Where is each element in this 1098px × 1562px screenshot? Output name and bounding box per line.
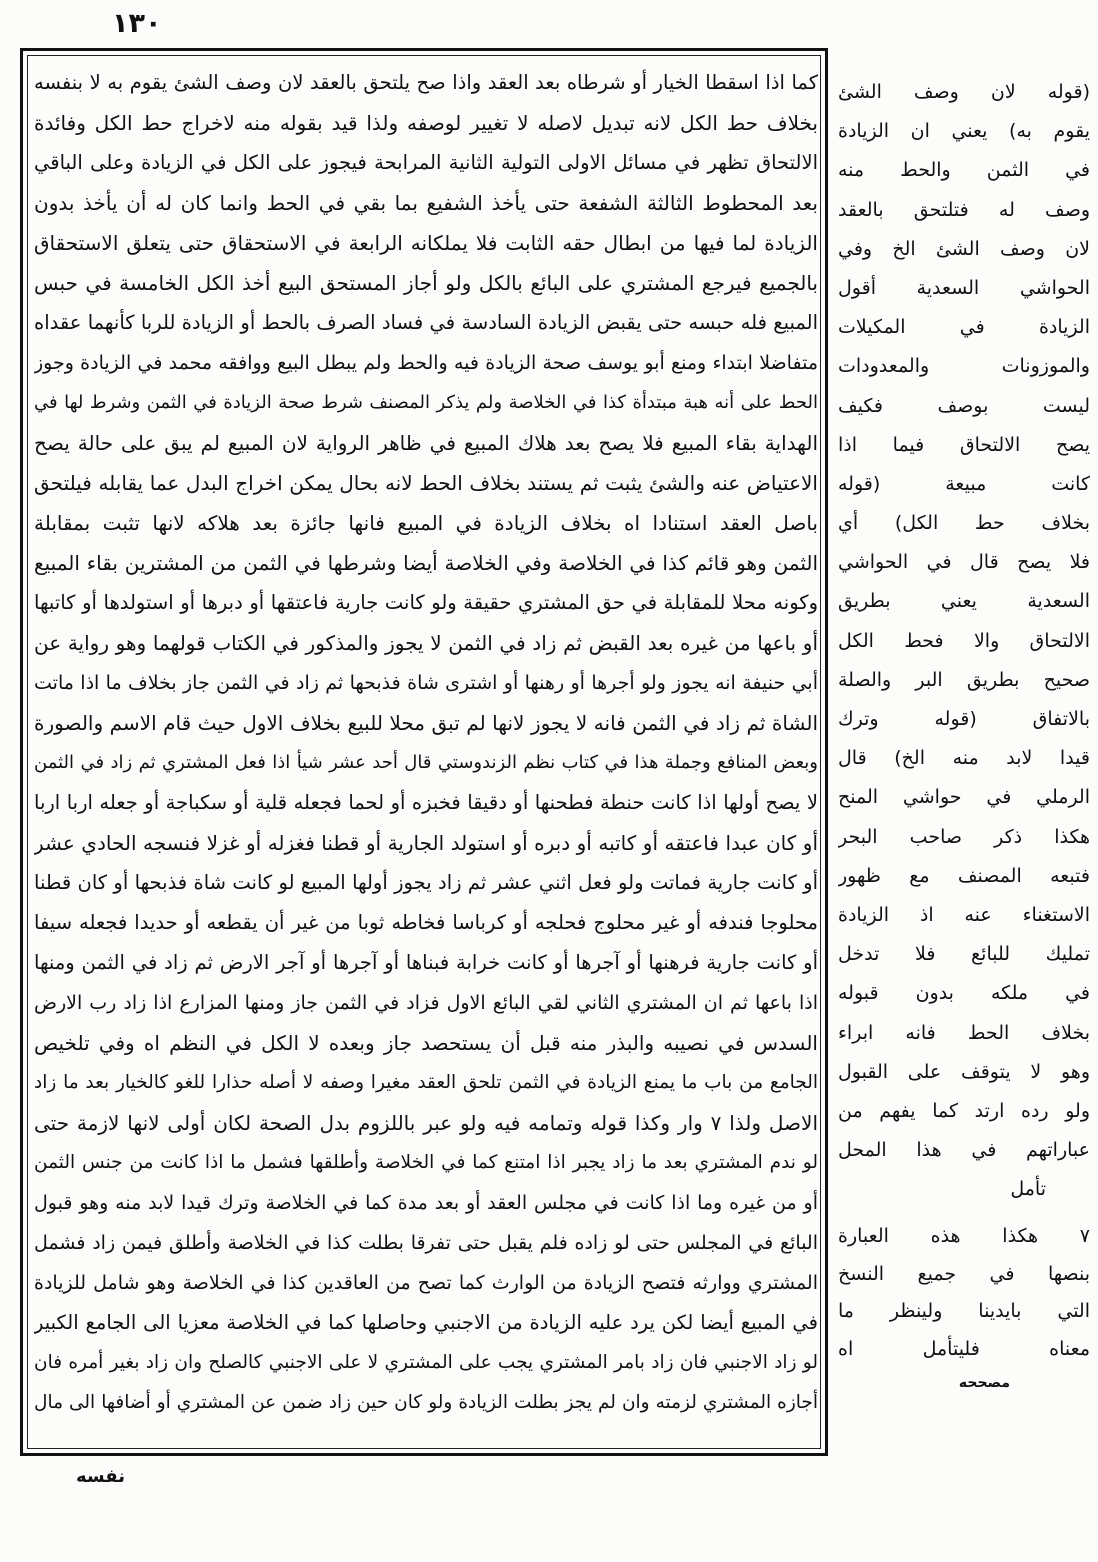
main-text-line: محلوجا فندفه أو غير محلوج فحلجه أو كرباسا فخاطه ثوبا من غير أن يقطعه أو حديدا فجعله سيفا: [34, 911, 818, 934]
main-text-line: الثمن وهو قائم كذا في الخلاصة وفي الخلاصة أيضا وشرطها في الثمن من المشترين بقاء المبيع: [34, 551, 818, 575]
main-text-line: اذا باعها ثم ان المشتري الثاني لقي البائع الاول فزاد في الثمن جاز ومنها المزارع اذا زاد رب الارض: [34, 992, 818, 1014]
main-text-line: لو ندم المشتري بعد ما زاد يجبر اذا امتنع كما في الخلاصة وأطلقها فشمل ما اذا كانت من جنس الثمن: [34, 1152, 818, 1173]
main-text-line: السدس في نصيبه والبذر منه قبل أن يستحصد جاز وبعده لا الكل في النظم اه وفي تلخيص: [34, 1031, 818, 1055]
margin-note-line: فتبعه المصنف مع ظهور: [838, 864, 1090, 887]
main-text-line: أو كان عبدا فاعتقه أو كاتبه أو دبره أو استولد الجارية أو قطنا فغزله أو غزلا فنسجه الحادي عشر: [34, 831, 818, 855]
margin-note-line: يقوم به) يعني ان الزيادة: [838, 120, 1090, 143]
main-text-line: الحط على أنه هبة مبتدأة كذا في الخلاصة ولم يذكر المصنف شرط صحة الزيادة في الثمن وشرط لها في: [34, 392, 818, 413]
margin-note-line: في الثمن والحط منه: [838, 159, 1090, 182]
margin-note-line: الرملي في حواشي المنح: [838, 786, 1090, 809]
margin-note-line: يصح الالتحاق فيما اذا: [838, 433, 1090, 456]
margin-note-line: والموزونات والمعدودات: [838, 355, 1090, 378]
main-text-line: المبيع فله حبسه حتى يقبض الزيادة السادسة في فساد الصرف بالحط أو الزيادة للربا كأنهما عقداه: [34, 311, 818, 334]
main-text-line: المشتري ووارثه فتصح الزيادة من الوارث كما تصح من العاقدين كذا في الخلاصة وهو شامل للزيادة: [34, 1272, 818, 1294]
margin-note-line: ليست بوصف فكيف: [838, 394, 1090, 417]
margin-note-line: لان وصف الشئ الخ وفي: [838, 237, 1090, 260]
main-text-line: الاعتياض عنه والشئ يثبت ثم يستند بخلاف الحط لانه بحال يمكن اخراج البدل عما يقابله فيلتحق: [34, 471, 818, 495]
main-text-line: الشاة ثم زاد في الثمن فانه لا يجوز لانها لم تبق محلا للبيع بخلاف الاول حيث قام الاسم والصورة: [34, 711, 818, 735]
main-text-line: أجازه المشتري لزمته وان لم يجز بطلت الزيادة ولو كان حين زاد ضمن عن المشتري أو أضافها الى مال: [34, 1392, 818, 1413]
main-text-line: أو من غيره وما اذا كانت في مجلس العقد أو بعد مدة كما في الخلاصة وترك قيدا لابد منه وهو قبول: [34, 1192, 818, 1214]
main-text-line: البائع في المجلس حتى لو زاده فلم يقبل حتى تفرقا بطلت كذا في الخلاصة وأطلق فيمن زاد فشمل: [34, 1232, 818, 1254]
footnote: [838, 1218, 1090, 1398]
main-text-line: الالتحاق تظهر في مسائل الاولى التولية الثانية المرابحة فيجوز على الكل في الزيادة وعلى الباقي: [34, 151, 818, 174]
main-text-line: بالجميع فيرجع المشتري على البائع بالكل ولو أجاز المستحق البيع أخذ الكل الخامسة في حبس: [34, 271, 818, 295]
margin-note-line: وصف له فتلتحق بالعقد: [838, 198, 1090, 221]
main-text-line: أو باعها من غيره بعد القبض ثم زاد في الثمن لا يجوز والمذكور في الكتاب قولهما وهو رواية عن: [34, 631, 818, 655]
margin-note-line: بخلاف الحط فانه ابراء: [838, 1021, 1090, 1044]
main-text-line: بخلاف حط الكل لانه تبديل لاصله لا تغيير لوصفه ولذا قيد بقوله منه لاخراج حط الكل وفائدة: [34, 111, 818, 135]
margin-note-line: ولو رده ارتد كما يفهم من: [838, 1099, 1090, 1122]
main-text-line: الجامع من باب ما يمنع الزيادة في الثمن تلحق العقد مغيرا وصفه لا أصله حذارا للغو كالخيار بعد ما زاد: [34, 1072, 818, 1093]
main-text-line: وبعض المنافع وجملة هذا في كتاب نظم الزندوستي قال أحد عشر شيأ اذا فعل المشتري ثم زاد في الثمن: [34, 752, 818, 773]
page-number: ١٣٠: [112, 8, 162, 39]
main-text-line: لو زاد الاجنبي فان زاد بامر المشتري يجب على المشتري لا على الاجنبي كالصلح وان زاد بغير أمره فان: [34, 1352, 818, 1373]
margin-note-line: الحواشي السعدية أقول: [838, 276, 1090, 299]
footnote-line: ٧ هكذا هذه العبارة: [838, 1225, 1090, 1248]
main-text-line: كما اذا اسقطا الخيار أو شرطاه بعد العقد واذا صح يلتحق بالعقد لان وصف الشئ يقوم به لا بنفسه: [34, 71, 818, 94]
margin-note-line: قيدا لابد منه الخ) قال: [838, 747, 1090, 770]
footnote-line: معناه فليتأمل اه: [838, 1337, 1090, 1360]
margin-note-line: في ملكه بدون قبوله: [838, 982, 1090, 1005]
main-text-line: في المبيع أيضا لكن يرد عليه الزيادة من الاجنبي وحاصلها كما في الخلاصة معزيا الى الجامع الكبير: [34, 1311, 818, 1334]
main-text-line: متفاضلا ابتداء ومنع أبو يوسف صحة الزيادة فيه والحط ولم يبطل البيع ووافقه محمد في الزيادة وجوز: [34, 352, 818, 374]
main-text-line: وكونه محلا للمقابلة في حق المشتري حقيقة ولو كانت جارية فاعتقها أو دبرها أو استولدها أو كاتبها: [34, 591, 818, 614]
main-text: [34, 63, 818, 1423]
margin-note-line: فلا يصح قال في الحواشي: [838, 551, 1090, 574]
margin-note-line: صحيح بطريق البر والصلة: [838, 668, 1090, 691]
main-text-line: أبي حنيفة انه يجوز ولو أجرها أو رهنها أو اشترى شاة فذبحها ثم زاد في الثمن جاز بخلاف ما اذا ماتت: [34, 672, 818, 694]
main-text-line: الهداية بقاء المبيع فلا يصح بعد هلاك المبيع في ظاهر الرواية لان المبيع لم يبق على حالة يصح: [34, 431, 818, 455]
margin-note-line: بالاتفاق (قوله وترك: [838, 708, 1090, 730]
main-text-line: أو كانت جارية فرهنها أو آجرها أو كانت خرابة فبناها أو آجرها أو آجر الارض ثم زاد في الثمن ومنها: [34, 951, 818, 974]
margin-note-line: الالتحاق والا فحط الكل: [838, 629, 1090, 652]
footnote-line: بنصها في جميع النسخ: [838, 1262, 1090, 1285]
margin-note-line: عباراتهم في هذا المحل: [838, 1139, 1090, 1162]
main-text-line: أو كانت جارية فماتت ولو فعل اثني عشر ثم زاد يجوز أولها المبيع لو كانت شاة فذبحها أو كان قطنا: [34, 871, 818, 894]
margin-note-line: (قوله لان وصف الشئ: [838, 81, 1090, 103]
catchword: نفسه: [76, 1466, 125, 1487]
margin-note-line: تمليك للبائع فلا تدخل: [838, 943, 1090, 966]
footnote-signature: مصححه: [958, 1375, 1010, 1392]
main-text-line: باصل العقد استنادا اه بخلاف الزيادة في المبيع فانها جائزة بعد هلاكه لانها تثبت بمقابلة: [34, 511, 818, 535]
margin-note-line: كانت مبيعة (قوله: [838, 472, 1090, 495]
margin-note-line: الاستغناء عنه اذ الزيادة: [838, 903, 1090, 926]
main-text-line: الاصل ولذا ٧ وار وكذا قوله وتمامه فيه ولو عبر باللزوم بدل الصحة لكان أولى لانها لازمة حتى: [34, 1111, 818, 1135]
margin-note-line: تأمل: [1010, 1178, 1046, 1201]
margin-note-line: وهو لا يتوقف على القبول: [838, 1060, 1090, 1083]
margin-commentary: [838, 73, 1090, 1398]
main-text-line: لا يصح أولها اذا كانت حنطة فطحنها أو دقيقا فخبزه أو لحما فجعله قلية أو سكباجة أو جعله اربا اربا: [34, 791, 818, 814]
footnote-line: التي بايدينا ولينظر ما: [838, 1300, 1090, 1323]
main-text-line: الزيادة لما فيها من ابطال حقه الثابت فلا يملكانه الرابعة في الاستحقاق حتى يتعلق الاستحقاق: [34, 231, 818, 255]
margin-note-line: السعدية يعني بطريق: [838, 590, 1090, 613]
main-text-line: بعد المحطوط الثالثة الشفعة حتى يأخذ الشفيع بما بقي في الحط وانما كان له أن يأخذ بدون: [34, 191, 818, 215]
margin-note-line: هكذا ذكر صاحب البحر: [838, 825, 1090, 848]
margin-note-line: بخلاف حط الكل) أي: [838, 512, 1090, 535]
margin-note-line: الزيادة في المكيلات: [838, 316, 1090, 339]
